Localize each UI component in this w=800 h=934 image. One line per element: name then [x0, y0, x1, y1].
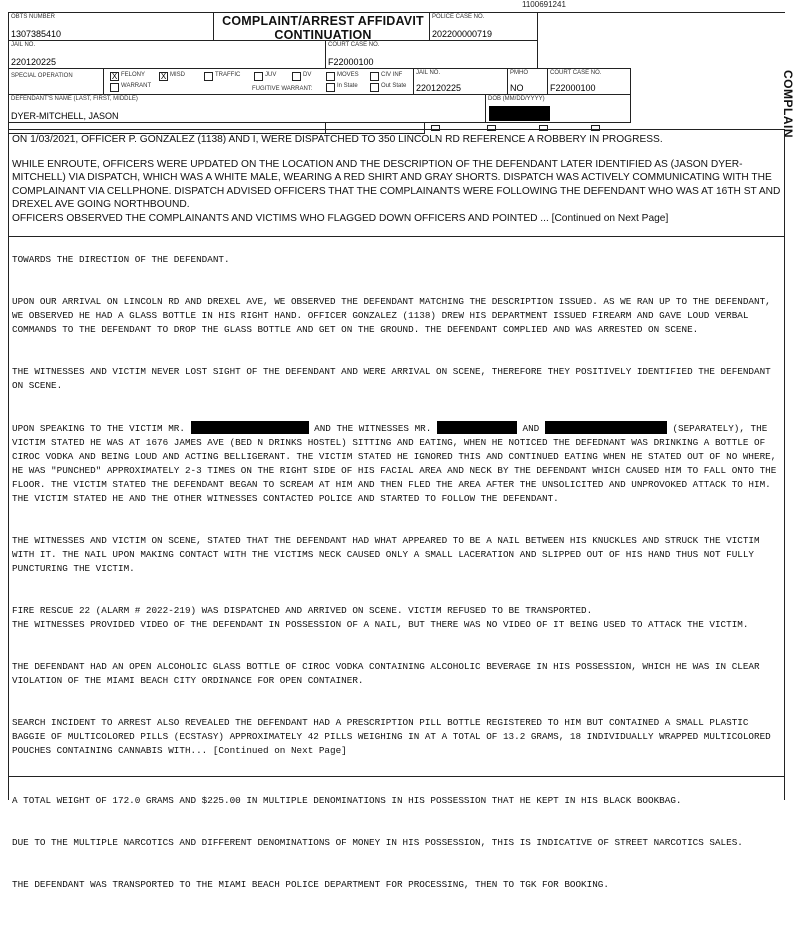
narrative-continuation-box [8, 237, 785, 890]
jail-label-2: JAIL NO. [416, 70, 441, 76]
jail-value: 220120225 [11, 57, 57, 67]
dv-checkbox[interactable]: DV [292, 72, 311, 81]
police-case-cell [429, 12, 538, 41]
pmho-cell [507, 68, 548, 95]
fugitive-warrant-label: FUGITIVE WARRANT: [252, 86, 313, 92]
court-case-cell [325, 40, 538, 69]
form-title: COMPLAINT/ARREST AFFIDAVIT CONTINUATION [222, 14, 424, 42]
continuation-paragraph: A TOTAL WEIGHT OF 172.0 GRAMS AND $225.00 IN MULTIPLE DENOMINATIONS IN HIS POSSESSION THAT HE KEPT IN HIS BLACK BOOKBAG. [12, 795, 682, 806]
police-case-label: POLICE CASE NO. [432, 14, 485, 20]
court-case-label: COURT CASE NO. [328, 42, 380, 48]
continuation-paragraph: TOWARDS THE DIRECTION OF THE DEFENDANT. [12, 254, 230, 265]
narrative-paragraph: WHILE ENROUTE, OFFICERS WERE UPDATED ON THE LOCATION AND THE DESCRIPTION OF THE DEFENDANT LATER IDENTIFIED AS (JASON DYER-MITCHELL) VIA DISPATCH, WHICH WAS A WHITE MALE, WEARING A RED SHIRT AND GRAY SHORTS. DISPATCH WAS ACTIVELY COMMUNICATING WITH THE COMPLAINANT VIA CELLPHONE. DISPATCH ADVISED OFFICERS THAT THE COMPLAINANTS WERE FOLLOWING THE DEFENDANT WHO WAS AT 16TH ST AND DREXEL AVE GOING NORTHBOUND. [12, 158, 781, 211]
special-operation-cell [8, 68, 104, 95]
continuation-paragraph-victim: UPON SPEAKING TO THE VICTIM MR. AND THE WITNESSES MR. AND (SEPARATELY), THE VICTIM STATED HE WAS AT 1676 JAMES AVE (BED N DRINKS HOSTEL) SITTING AND EATING, WHEN HE NOTICED THE DEFEDNANT WAS DRINKING A BOTTLE OF CIROC VODKA AND BEING LOUD AND ACTING BELLIGERANT. THE VICTIM STATED HE IGNORED THIS AND CONTINUED EATING WHEN HE STATED OUT OF NO WHERE, HE WAS "PUNCHED" APPROXIMATELY 2-3 TIMES ON THE RIGHT SIDE OF HIS FACIAL AREA AND NECK BY THE DEFENDANT WHICH CAUSED HIM TO FALL ONTO THE FLOOR. THE VICTIM STATED THE DEFENDANT BEGAN TO SCREAM AT HIM AND THEN FLED THE AREA AFTER THE UNSOLICITED AND UNPROVOKED ATTACK TO HIM. THE VICTIM STATED HE AND THE OTHER WITNESSES CONTACTED POLICE AND STARTED TO FOLLOW THE DEFENDANT. [12, 423, 782, 504]
page-break-divider [9, 776, 784, 920]
court-case-value: F22000100 [328, 57, 374, 67]
court-case-value-2: F22000100 [550, 83, 596, 93]
jail-number-cell [8, 40, 326, 69]
continuation-paragraph: FIRE RESCUE 22 (ALARM # 2022-219) WAS DISPATCHED AND ARRIVED ON SCENE. VICTIM REFUSED TO BE TRANSPORTED. THE WITNESSES PROVIDED VIDEO OF THE DEFENDANT IN POSSESSION OF A NAIL, BUT THERE WAS NO VIDEO OF IT BEING USED TO ATTACK THE VICTIM. [12, 605, 749, 630]
document-number: 1100691241 [522, 0, 566, 9]
defendant-name-cell [8, 94, 486, 123]
side-label: COMPLAIN [781, 70, 795, 138]
victim-name-redaction [191, 421, 309, 434]
affidavit-header-form [8, 12, 785, 130]
continuation-paragraph: THE WITNESSES AND VICTIM NEVER LOST SIGHT OF THE DEFENDANT AND WERE ARRIVAL ON SCENE, THEREFORE THEY POSITIVELY IDENTIFIED THE DEFENDANT ON SCENE. [12, 366, 777, 391]
jail-number-cell-2 [413, 68, 508, 95]
dob-cell [485, 94, 631, 123]
continuation-paragraph: SEARCH INCIDENT TO ARREST ALSO REVEALED THE DEFENDANT HAD A PRESCRIPTION PILL BOTTLE REGISTERED TO HIM BUT CONTAINED A SMALL PLASTIC BAGGIE OF MULTICOLORED PILLS (ECSTASY) APPROXIMATELY 42 PILLS WEIGHING IN AT A TOTAL OF 13.2 GRAMS, 18 INDIVIDUALLY WRAPPED MULTICOLORED POUCHES CONTAINING CANNABIS WITH... [Continued on Next Page] [12, 717, 777, 756]
continuation-paragraph: THE DEFENDANT HAD AN OPEN ALCOHOLIC GLASS BOTTLE OF CIROC VODKA CONTAINING ALCOHOLIC BEVERAGE IN HIS POSSESSION, WHICH HE WAS IN CLEAR VIOLATION OF THE MIAMI BEACH CITY ORDINANCE FOR OPEN CONTAINER. [12, 661, 766, 686]
continuation-paragraph: THE WITNESSES AND VICTIM ON SCENE, STATED THAT THE DEFENDANT HAD WHAT APPEARED TO BE A NAIL BETWEEN HIS KNUCKLES AND STRUCK THE VICTIM WITH IT. THE NAIL UPON MAKING CONTACT WITH THE VICTIMS NECK CAUSED ONLY A SMALL LACERATION AND SLIPPED OUT OF HIS HAND THUS NOT FULLY PUNCTURING THE VICTIM. [12, 535, 766, 574]
special-operation-label: SPECIAL OPERATION [11, 73, 73, 79]
court-case-label-2: COURT CASE NO. [550, 70, 602, 76]
charge-type-cell [103, 68, 414, 95]
pmho-label: PMHO [510, 70, 528, 76]
jail-value-2: 220120225 [416, 83, 462, 93]
jail-label: JAIL NO. [11, 42, 36, 48]
defendant-name-value: DYER-MITCHELL, JASON [11, 111, 119, 121]
pmho-value: NO [510, 83, 524, 93]
dob-label: DOB (MM/DD/YYYY) [488, 96, 545, 102]
civ-inf-checkbox[interactable]: CIV INF [370, 72, 402, 81]
obts-label: OBTS NUMBER [11, 14, 56, 20]
out-state-checkbox[interactable]: Out State [370, 83, 406, 92]
continuation-paragraph: UPON OUR ARRIVAL ON LINCOLN RD AND DREXEL AVE, WE OBSERVED THE DEFENDANT MATCHING THE DESCRIPTION ISSUED. AS WE RAN UP TO THE DEFENDANT, WE OBSERVED HE HAD A GLASS BOTTLE IN HIS RIGHT HAND. OFFICER GONZALEZ (1138) DREW HIS DEPARTMENT ISSUED FIREARM AND GAVE LOUD VERBAL COMMANDS TO THE DEFENDANT TO DROP THE GLASS BOTTLE AND GET ON THE GROUND. THE DEFENDANT COMPLIED AND WAS ARRESTED ON SCENE. [12, 296, 777, 335]
moves-checkbox[interactable]: MOVES [326, 72, 359, 81]
court-case-cell-2 [547, 68, 631, 95]
traffic-checkbox[interactable]: TRAFFIC [204, 72, 240, 81]
narrative-top-box [8, 131, 785, 237]
juv-checkbox[interactable]: JUV [254, 72, 276, 81]
narrative-paragraph: ON 1/03/2021, OFFICER P. GONZALEZ (1138) AND I, WERE DISPATCHED TO 350 LINCOLN RD REFERENCE A ROBBERY IN PROGRESS. [12, 134, 663, 145]
witness2-name-redaction [545, 421, 667, 434]
continuation-paragraph: THE DEFENDANT WAS TRANSPORTED TO THE MIAMI BEACH POLICE DEPARTMENT FOR PROCESSING, THEN TO TGK FOR BOOKING. [12, 879, 609, 890]
misd-checkbox[interactable]: X MISD [160, 72, 185, 81]
warrant-checkbox[interactable]: WARRANT [110, 83, 151, 92]
obts-value: 1307385410 [11, 29, 62, 39]
obts-number-cell [8, 12, 214, 41]
felony-checkbox[interactable]: X FELONY [111, 72, 146, 81]
police-case-value: 202200000719 [432, 29, 493, 39]
narrative-paragraph: OFFICERS OBSERVED THE COMPLAINANTS AND VICTIMS WHO FLAGGED DOWN OFFICERS AND POINTED ... [Continued on Next Page] [12, 212, 669, 224]
continuation-paragraph: DUE TO THE MULTIPLE NARCOTICS AND DIFFERENT DENOMINATIONS OF MONEY IN HIS POSSESSION, THIS IS INDICATIVE OF STREET NARCOTICS SALES. [12, 837, 743, 848]
defendant-name-label: DEFENDANT'S NAME (LAST, FIRST, MIDDLE) [11, 96, 138, 102]
witness-name-redaction [437, 421, 517, 434]
dob-redaction [489, 106, 550, 121]
in-state-checkbox[interactable]: In State [326, 83, 358, 92]
